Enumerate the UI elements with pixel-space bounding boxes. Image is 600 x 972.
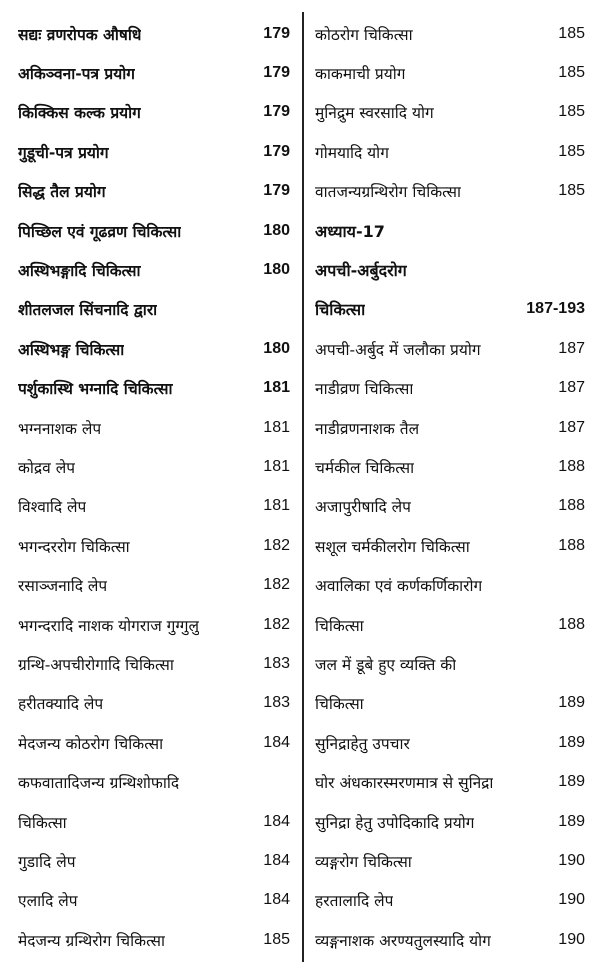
entry-title: कोद्रव लेप (18, 458, 76, 477)
entry-page-number: 183 (263, 694, 290, 712)
index-entry (315, 762, 585, 801)
entry-title: वातजन्यग्रन्थिरोग चिकित्सा (315, 183, 462, 202)
entry-title: अपची-अर्बुदरोग (315, 261, 407, 281)
entry-title: सशूल चर्मकीलरोग चिकित्सा (315, 537, 470, 556)
entry-page-number: 184 (263, 851, 290, 869)
entry-title: कोठरोग चिकित्सा (315, 25, 413, 44)
index-entry (18, 605, 290, 644)
index-entry (315, 605, 585, 644)
entry-title: चर्मकील चिकित्सा (315, 458, 415, 477)
right-index-column (315, 14, 585, 959)
index-entry (315, 841, 585, 880)
entry-page-number: 188 (558, 536, 585, 554)
entry-page-number: 190 (558, 851, 585, 869)
index-entry (315, 290, 585, 329)
entry-title: भगन्दरादि नाशक योगराज गुग्गुलु (18, 616, 199, 635)
entry-title: मुनिद्रुम स्वरसादि योग (315, 104, 434, 123)
entry-page-number: 184 (263, 733, 290, 751)
entry-title: हरतालादि लेप (315, 892, 394, 911)
index-entry (18, 172, 290, 211)
entry-page-number: 182 (263, 615, 290, 633)
entry-page-number: 181 (263, 418, 290, 436)
index-entry (18, 53, 290, 92)
index-entry (18, 565, 290, 604)
entry-page-number: 189 (558, 773, 585, 791)
entry-title: गुडूची-पत्र प्रयोग (18, 143, 109, 162)
index-entry (315, 329, 585, 368)
entry-page-number: 189 (558, 733, 585, 751)
index-entry (18, 447, 290, 486)
entry-title: ग्रन्थि-अपचीरोगादि चिकित्सा (18, 655, 174, 674)
column-divider (302, 12, 304, 962)
index-entry (18, 684, 290, 723)
entry-title: व्यङ्गनाशक अरण्यतुलस्यादि योग (315, 931, 491, 950)
index-entry (315, 447, 585, 486)
entry-title: अस्थिभङ्ग चिकित्सा (18, 340, 125, 359)
entry-title: अजापुरीषादि लेप (315, 498, 411, 517)
index-entry (315, 565, 585, 604)
index-entry (18, 526, 290, 565)
entry-page-number: 183 (263, 654, 290, 672)
entry-page-number: 185 (558, 24, 585, 42)
entry-page-number: 185 (558, 64, 585, 82)
entry-title: काकमाची प्रयोग (315, 65, 406, 84)
entry-page-number: 181 (263, 497, 290, 515)
entry-title: नाडीव्रणनाशक तैल (315, 419, 420, 438)
entry-page-number: 188 (558, 615, 585, 633)
entry-title: रसाञ्जनादि लेप (18, 577, 108, 596)
entry-page-number: 190 (558, 891, 585, 909)
entry-page-number: 179 (263, 182, 290, 200)
entry-page-number: 185 (558, 103, 585, 121)
entry-page-number: 180 (263, 261, 290, 279)
entry-title: पर्शुकास्थि भग्नादि चिकित्सा (18, 380, 173, 399)
entry-title: व्यङ्गरोग चिकित्सा (315, 852, 412, 871)
index-entry (315, 723, 585, 762)
index-entry (18, 762, 290, 801)
index-entry (18, 881, 290, 920)
index-entry (315, 526, 585, 565)
index-entry (315, 684, 585, 723)
entry-title: विश्वादि लेप (18, 498, 87, 517)
entry-title: नाडीव्रण चिकित्सा (315, 380, 414, 399)
entry-title: पिच्छिल एवं गूढव्रण चिकित्सा (18, 222, 182, 241)
entry-title: चिकित्सा (18, 813, 67, 832)
entry-page-number: 179 (263, 142, 290, 160)
index-entry (315, 93, 585, 132)
index-entry (18, 93, 290, 132)
index-entry (18, 920, 290, 959)
entry-page-number: 180 (263, 339, 290, 357)
entry-title: शीतलजल सिंचनादि द्वारा (18, 301, 158, 320)
index-entry (315, 802, 585, 841)
entry-page-number: 179 (263, 24, 290, 42)
entry-page-number: 185 (558, 142, 585, 160)
entry-page-number: 190 (558, 930, 585, 948)
index-entry (18, 408, 290, 447)
index-entry (315, 487, 585, 526)
index-entry (18, 644, 290, 683)
entry-title: जल में डूबे हुए व्यक्ति की (315, 655, 457, 674)
entry-title: भगन्दररोग चिकित्सा (18, 537, 130, 556)
index-entry (315, 881, 585, 920)
entry-title: कफवातादिजन्य ग्रन्थिशोफादि (18, 774, 180, 793)
entry-title: भग्ननाशक लेप (18, 419, 102, 438)
left-index-column (18, 14, 290, 959)
entry-title: किक्किस कल्क प्रयोग (18, 104, 141, 123)
entry-title: सुनिद्राहेतु उपचार (315, 734, 410, 753)
index-entry (315, 250, 585, 289)
index-entry (315, 14, 585, 53)
index-entry (315, 211, 585, 250)
entry-title: गोमयादि योग (315, 143, 389, 162)
entry-page-number: 187 (558, 339, 585, 357)
index-entry (315, 172, 585, 211)
entry-title: हरीतक्यादि लेप (18, 695, 104, 714)
index-entry (18, 132, 290, 171)
entry-title: चिकित्सा (315, 616, 364, 635)
entry-title: सद्यः व्रणरोपक औषधि (18, 25, 142, 44)
entry-title: मेदजन्य कोठरोग चिकित्सा (18, 734, 164, 753)
index-entry (18, 290, 290, 329)
entry-page-number: 187 (558, 418, 585, 436)
entry-title: एलादि लेप (18, 892, 78, 911)
entry-title: अस्थिभङ्गादि चिकित्सा (18, 262, 141, 281)
entry-page-number: 179 (263, 103, 290, 121)
index-entry (315, 53, 585, 92)
entry-page-number: 189 (558, 694, 585, 712)
index-entry (18, 369, 290, 408)
entry-title: अकिञ्वना-पत्र प्रयोग (18, 65, 135, 84)
index-entry (18, 211, 290, 250)
index-entry (315, 920, 585, 959)
index-entry (18, 250, 290, 289)
index-entry (315, 408, 585, 447)
entry-title: घोर अंधकारस्मरणमात्र से सुनिद्रा (315, 774, 494, 793)
entry-title: अवालिका एवं कर्णकर्णिकारोग (315, 577, 483, 596)
entry-page-number: 181 (263, 379, 290, 397)
entry-title: सुनिद्रा हेतु उपोदिकादि प्रयोग (315, 813, 475, 832)
entry-page-number: 185 (558, 182, 585, 200)
index-entry (18, 14, 290, 53)
entry-page-number: 182 (263, 576, 290, 594)
entry-page-number: 188 (558, 457, 585, 475)
entry-title: अध्याय-17 (315, 221, 385, 241)
entry-title: गुडादि लेप (18, 852, 76, 871)
entry-title: चिकित्सा (315, 300, 366, 320)
index-entry (18, 841, 290, 880)
index-entry (18, 487, 290, 526)
entry-page-number: 187 (558, 379, 585, 397)
entry-page-number: 184 (263, 891, 290, 909)
index-entry (18, 329, 290, 368)
entry-title: मेदजन्य ग्रन्थिरोग चिकित्सा (18, 931, 165, 950)
entry-title: अपची-अर्बुद में जलौका प्रयोग (315, 340, 481, 359)
entry-page-number: 182 (263, 536, 290, 554)
entry-page-number: 189 (558, 812, 585, 830)
index-entry (315, 369, 585, 408)
entry-page-number: 185 (263, 930, 290, 948)
index-entry (18, 802, 290, 841)
entry-page-number: 184 (263, 812, 290, 830)
entry-page-number: 179 (263, 64, 290, 82)
index-entry (315, 132, 585, 171)
entry-page-number: 180 (263, 221, 290, 239)
entry-page-number: 188 (558, 497, 585, 515)
entry-page-number: 181 (263, 457, 290, 475)
index-entry (18, 723, 290, 762)
entry-title: सिद्ध तैल प्रयोग (18, 183, 106, 202)
entry-page-number: 187-193 (526, 300, 585, 318)
entry-title: चिकित्सा (315, 695, 364, 714)
index-entry (315, 644, 585, 683)
